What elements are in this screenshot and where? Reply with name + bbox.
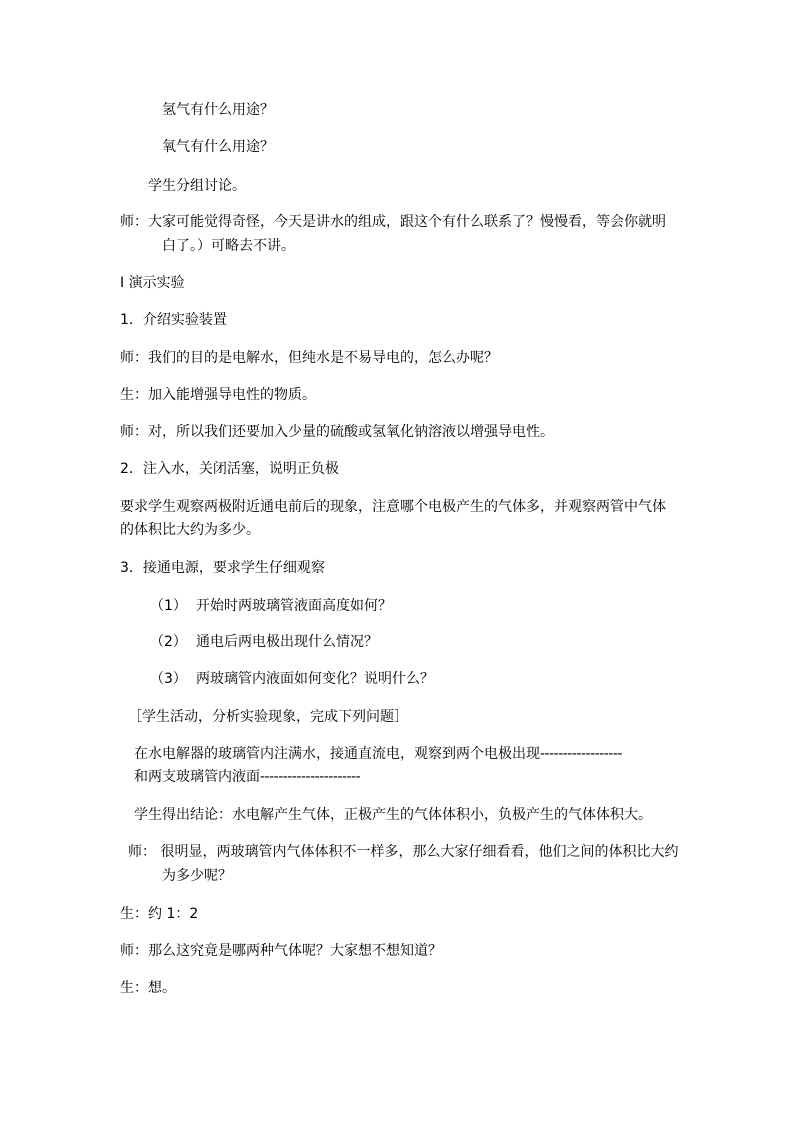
step-1-teacher-2: 师：对，所以我们还要加入少量的硫酸或氢氧化钠溶液以增强导电性。 — [120, 424, 554, 440]
fill-blank-line-2-text: 和两支玻璃管内液面 — [134, 769, 260, 785]
step-1-student: 生：加入能增强导电性的物质。 — [120, 387, 316, 403]
student-want: 生：想。 — [120, 980, 176, 996]
student-group-discussion: 学生分组讨论。 — [148, 178, 246, 194]
sub-question-1-number: （1） — [150, 598, 187, 614]
step-2-title: 2．注入水，关闭活塞，说明正负极 — [120, 461, 339, 477]
teacher-note-line-1: 师：大家可能觉得奇怪，今天是讲水的组成，跟这个有什么联系了？慢慢看，等会你就明 — [120, 214, 666, 230]
question-oxygen-use: 氧气有什么用途？ — [162, 139, 274, 155]
teacher-note-line-2: 白了。）可略去不讲。 — [162, 238, 295, 254]
student-activity-title: ［学生活动，分析实验现象，完成下列问题］ — [128, 709, 408, 725]
step-2-body-line-2: 的体积比大约为多少。 — [120, 522, 260, 538]
step-1-title: 1．介绍实验装置 — [120, 312, 227, 328]
teacher-question-line-1: 师： 很明显，两玻璃管内气体体积不一样多，那么大家仔细看看，他们之间的体积比大约 — [128, 844, 679, 860]
sub-question-1-text: 开始时两玻璃管液面高度如何？ — [196, 598, 392, 614]
student-conclusion: 学生得出结论：水电解产生气体，正极产生的气体体积小，负极产生的气体体积大。 — [134, 807, 652, 823]
fill-blank-line-1 — [134, 744, 622, 764]
step-3-title: 3．接通电源，要求学生仔细观察 — [120, 560, 325, 576]
sub-question-2-text: 通电后两电极出现什么情况？ — [196, 634, 378, 650]
fill-blank-line-2 — [134, 767, 360, 787]
step-2-body-line-1: 要求学生观察两极附近通电前后的现象，注意哪个电极产生的气体多，并观察两管中气体 — [120, 499, 666, 515]
student-ratio: 生：约 1：2 — [120, 906, 199, 922]
question-hydrogen-use: 氢气有什么用途？ — [162, 102, 274, 118]
section-demo-experiment: Ⅰ 演示实验 — [120, 275, 185, 291]
fill-blank-1: ------------------ — [540, 746, 622, 762]
step-1-teacher: 师：我们的目的是电解水，但纯水是不易导电的，怎么办呢？ — [120, 350, 498, 366]
teacher-question-line-2: 为多少呢？ — [162, 868, 232, 884]
fill-blank-2: ---------------------- — [260, 769, 361, 785]
sub-question-2-number: （2） — [150, 634, 187, 650]
teacher-which-gases: 师：那么这究竟是哪两种气体呢？大家想不想知道？ — [120, 943, 442, 959]
sub-question-3-number: （3） — [150, 671, 187, 687]
fill-blank-line-1-text: 在水电解器的玻璃管内注满水，接通直流电，观察到两个电极出现 — [134, 746, 540, 762]
sub-question-3-text: 两玻璃管内液面如何变化？说明什么？ — [196, 671, 434, 687]
